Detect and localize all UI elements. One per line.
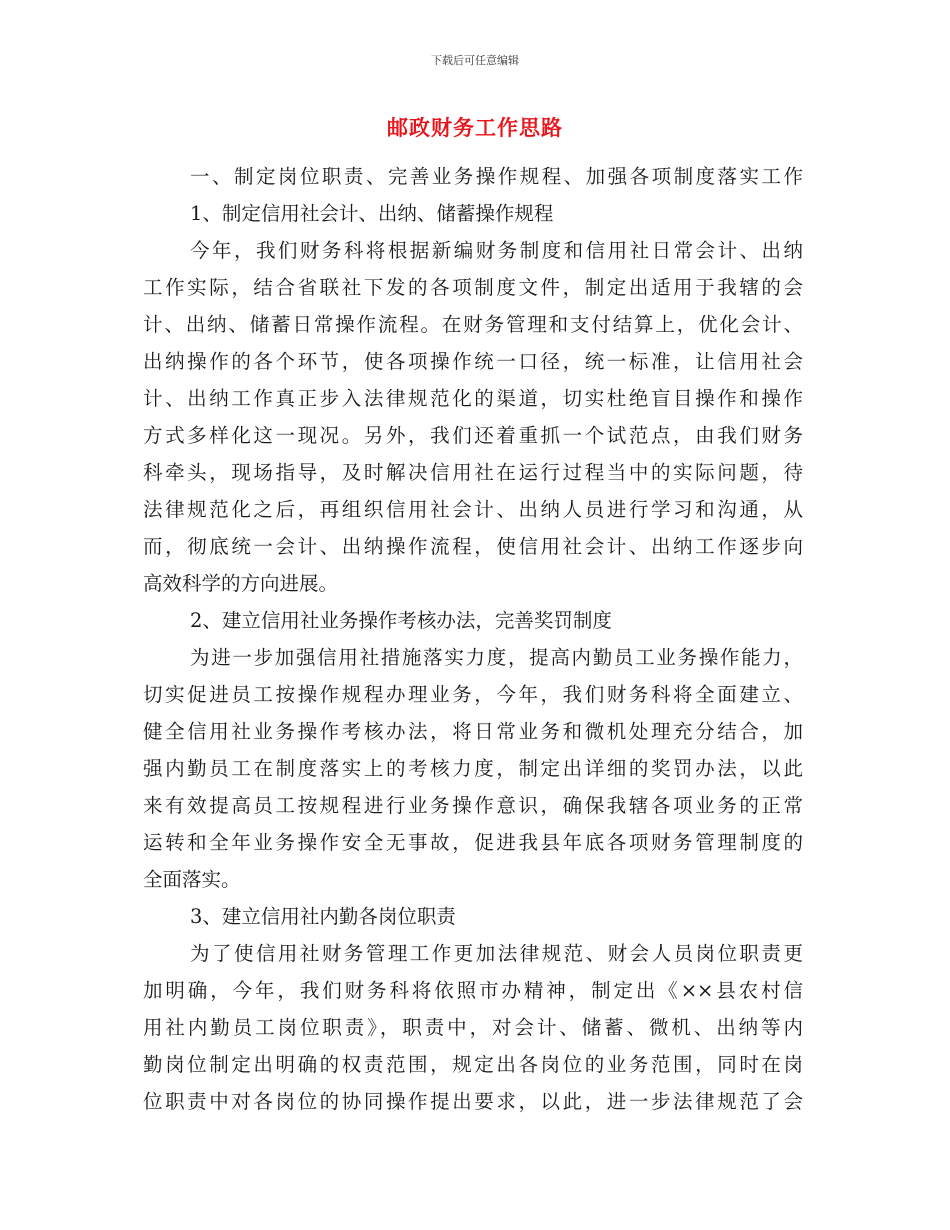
text-line: 一、制定岗位职责、完善业务操作规程、加强各项制度落实工作: [190, 165, 803, 188]
page-header: 下载后可任意编辑: [431, 54, 519, 67]
text-line: 加明确，今年，我们财务科将依照市办精神，制定出《××县农村信: [143, 979, 803, 1002]
text-line: 来有效提高员工按规程进行业务操作意识，确保我辖各项业务的正常: [143, 794, 803, 817]
text-line: 而，彻底统一会计、出纳操作流程，使信用社会计、出纳工作逐步向: [143, 535, 803, 558]
text-line: 健全信用社业务操作考核办法，将日常业务和微机处理充分结合，加: [143, 720, 803, 743]
text-line: 科牵头，现场指导，及时解决信用社在运行过程当中的实际问题，待: [143, 461, 803, 484]
text-line: 为进一步加强信用社措施落实力度，提高内勤员工业务操作能力，: [190, 646, 803, 669]
text-line: 为了使信用社财务管理工作更加法律规范、财会人员岗位职责更: [190, 942, 803, 965]
text-line: 出纳操作的各个环节，使各项操作统一口径，统一标准，让信用社会: [143, 350, 803, 373]
text-line: 强内勤员工在制度落实上的考核力度，制定出详细的奖罚办法，以此: [143, 757, 803, 780]
text-line: 全面落实。: [143, 868, 241, 891]
text-line: 法律规范化之后，再组织信用社会计、出纳人员进行学习和沟通，从: [143, 498, 803, 521]
text-line: 计、出纳工作真正步入法律规范化的渠道，切实杜绝盲目操作和操作: [143, 387, 803, 410]
text-line: 运转和全年业务操作安全无事故，促进我县年底各项财务管理制度的: [143, 831, 803, 854]
text-line: 高效科学的方向进展。: [143, 572, 339, 595]
text-line: 用社内勤员工岗位职责》，职责中，对会计、储蓄、微机、出纳等内: [143, 1016, 803, 1039]
text-line: 勤岗位制定出明确的权责范围，规定出各岗位的业务范围，同时在岗: [143, 1053, 803, 1076]
document-body: [143, 158, 803, 1120]
text-line: 工作实际，结合省联社下发的各项制度文件，制定出适用于我辖的会: [143, 276, 803, 299]
text-line: 位职责中对各岗位的协同操作提出要求，以此，进一步法律规范了会: [143, 1090, 803, 1113]
text-line: 2、建立信用社业务操作考核办法，完善奖罚制度: [190, 609, 612, 632]
text-line: 3、建立信用社内勤各岗位职责: [190, 905, 456, 928]
text-line: 计、出纳、储蓄日常操作流程。在财务管理和支付结算上，优化会计、: [143, 313, 803, 336]
text-line: 1、制定信用社会计、出纳、储蓄操作规程: [190, 202, 554, 225]
text-line: 切实促进员工按操作规程办理业务，今年，我们财务科将全面建立、: [143, 683, 803, 706]
text-line: 今年，我们财务科将根据新编财务制度和信用社日常会计、出纳: [190, 239, 803, 262]
text-line: 方式多样化这一现况。另外，我们还着重抓一个试范点，由我们财务: [143, 424, 803, 447]
document-title: 邮政财务工作思路: [387, 116, 563, 140]
